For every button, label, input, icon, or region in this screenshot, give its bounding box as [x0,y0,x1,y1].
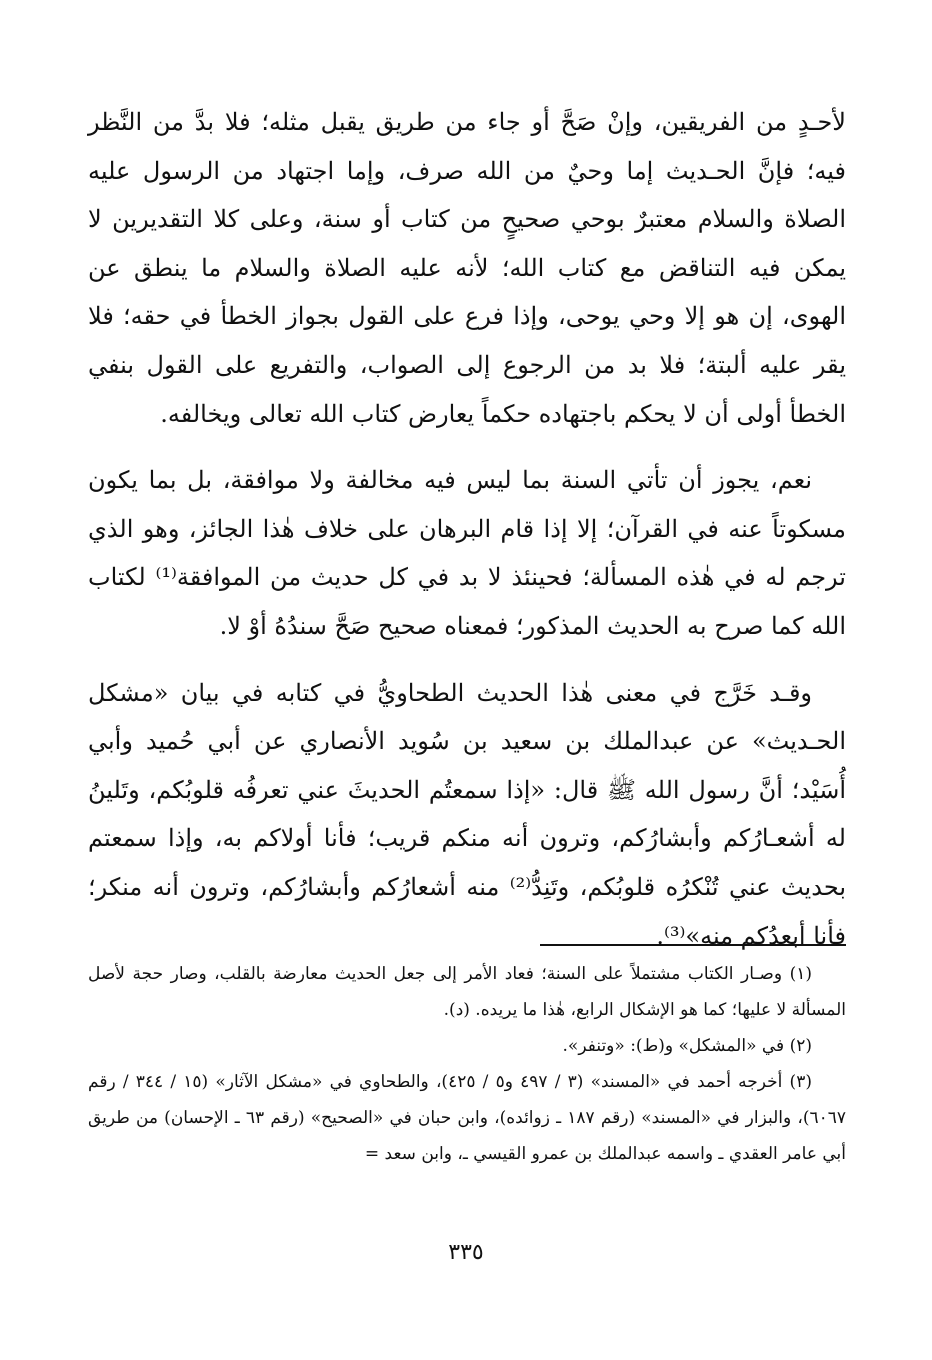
footnote-2: (٢) في «المشكل» و(ط): «وتنفر». [562,1036,812,1056]
paragraph-3: وقـد خَرَّج في معنى هٰذا الحديث الطحاويُّ في كتابه في بيان «مشكل الحـديث» عن عبدالملك بن سعيد بن سُويد الأنصاري عن أبي حُميد وأبي أُسَيْد؛ أنَّ رسول الله ﷺ قال: «إذا سمعتُم الحديثَ عني تعرفُه قلوبُكم، وتَلينُ له أشعـارُكم وأبشارُكم، وترون أنه منكم قريب؛ فأنا أولاكم به، وإذا سمعتم بحديث عني تُنْكرُه قلوبُكم، وتَنِدُّ⁽²⁾ منه أشعارُكم وأبشارُكم، وترون أنه منكر؛ فأنا أبعدُكم منه»⁽³⁾. [88,678,846,950]
page-number: ٣٣٥ [448,1240,484,1265]
footnote-3: (٣) أخرجه أحمد في «المسند» (٣ / ٤٩٧ و٥ / ٤٢٥)، والطحاوي في «مشكل الآثار» (١٥ / ٣٤٤ / رقم ٦٠٦٧)، والبزار في «المسند» (رقم ١٨٧ ـ زوائده)، وابن حبان في «الصحيح» (رقم ٦٣ ـ الإحسان) من طريق أبي عامر العقدي ـ واسمه عبدالملك بن عمرو القيسي ـ، وابن سعد = [88,1072,847,1164]
main-text [88,98,846,978]
footnotes [88,956,846,1172]
paragraph-1: لأحـدٍ من الفريقين، وإنْ صَحَّ أو جاء من طريق يقبل مثله؛ فلا بدَّ من النَّظر فيه؛ فإنَّ الحـديث إما وحيٌ من الله صرف، وإما اجتهاد من الرسول عليه الصلاة والسلام معتبرٌ بوحي صحيحٍ من كتاب أو سنة، وعلى كلا التقديرين لا يمكن فيه التناقض مع كتاب الله؛ لأنه عليه الصلاة والسلام ما ينطق عن الهوى، إن هو إلا وحي يوحى، وإذا فرع على القول بجواز الخطأ في حقه؛ فلا يقر عليه ألبتة؛ فلا بد من الرجوع إلى الصواب، والتفريع على القول بنفي الخطأ أولى أن لا يحكم باجتهاده حكماً يعارض كتاب الله تعالى ويخالفه. [88,108,846,428]
footnote-divider [540,944,846,946]
footnote-1: (١) وصـار الكتاب مشتملاً على السنة؛ فعاد الأمر إلى جعل الحديث معارضة بالقلب، وصار حجة لأصل المسألة لا عليها؛ كما هو الإشكال الرابع، هٰذا ما يريده. (د). [88,964,846,1020]
paragraph-2: نعم، يجوز أن تأتي السنة بما ليس فيه مخالفة ولا موافقة، بل بما يكون مسكوتاً عنه في القرآن؛ إلا إذا قام البرهان على خلاف هٰذا الجائز، وهو الذي ترجم له في هٰذه المسألة؛ فحينئذ لا بد في كل حديث من الموافقة⁽¹⁾ لكتاب الله كما صرح به الحديث المذكور؛ فمعناه صحيح صَحَّ سندُهُ أوْ لا. [88,466,846,640]
